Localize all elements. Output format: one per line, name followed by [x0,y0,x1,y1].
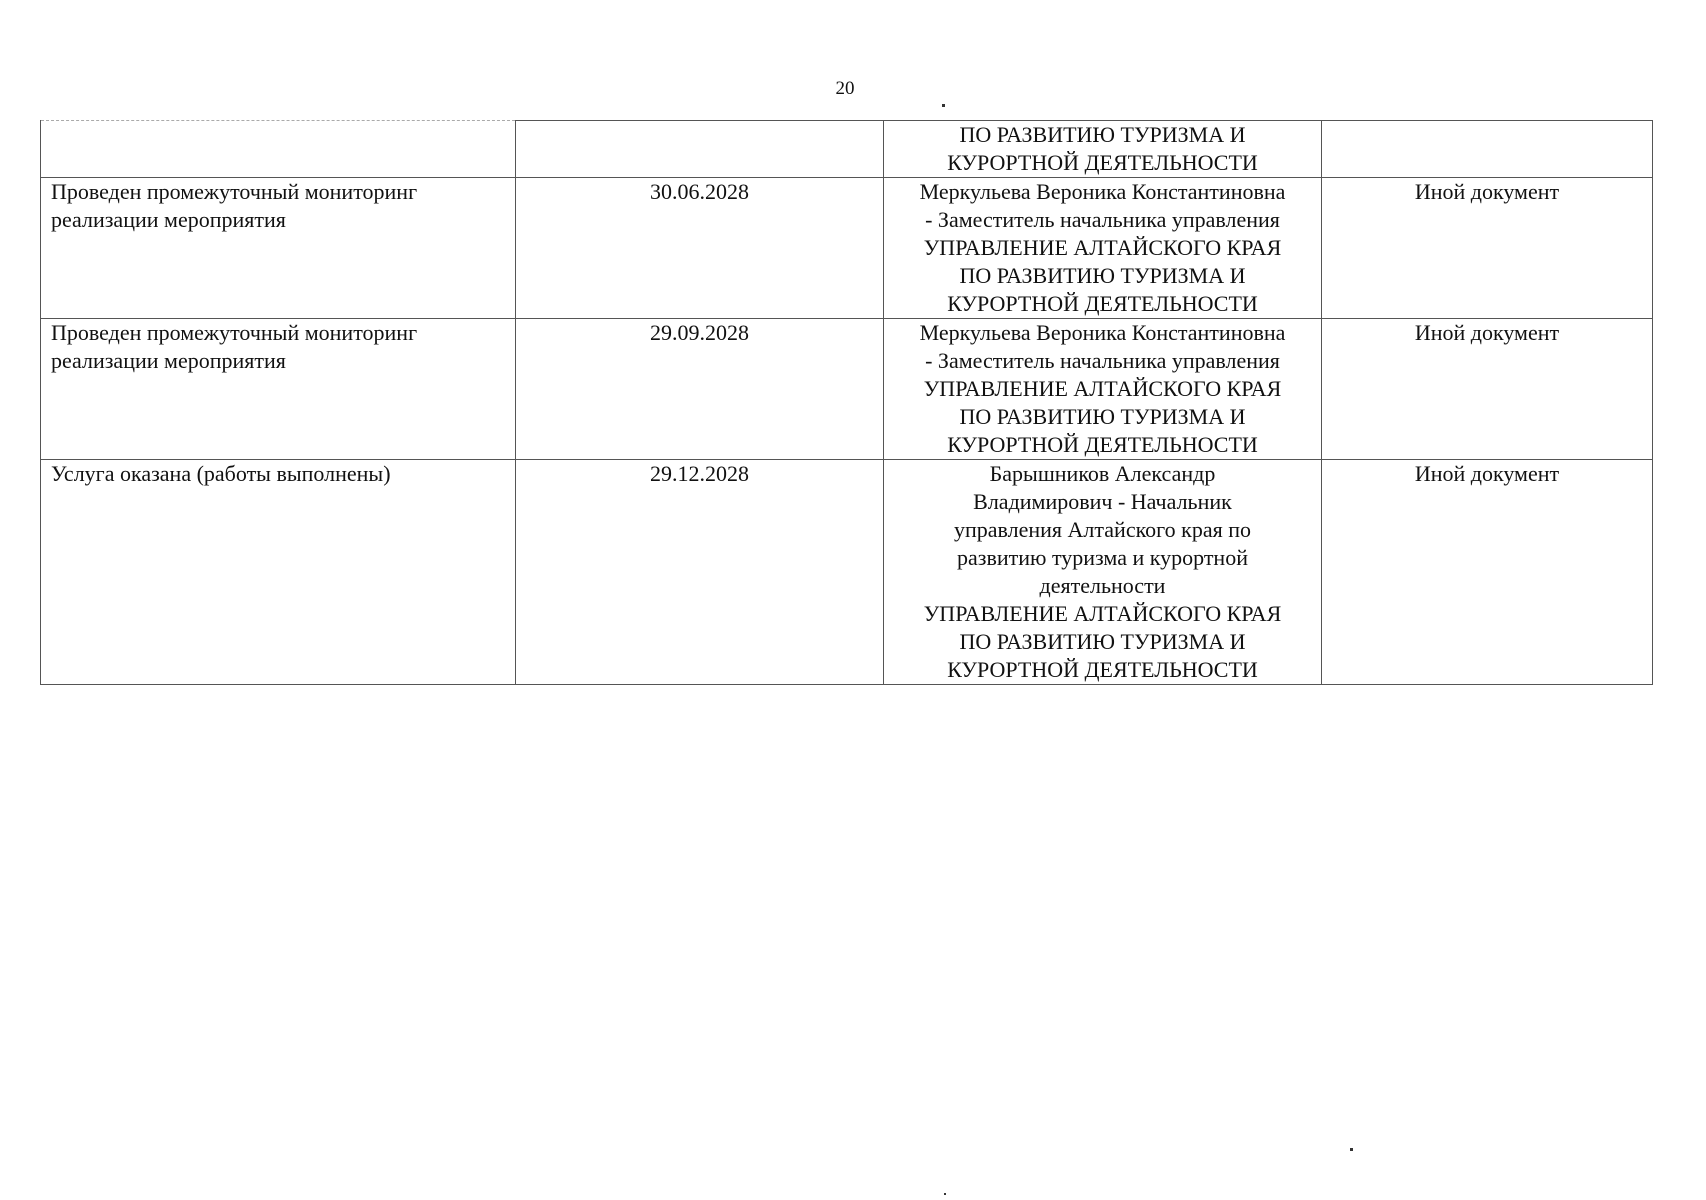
responsible-cell [884,121,1322,178]
responsible-line: Меркульева Вероника Константиновна [919,320,1286,345]
document-cell: Иной документ [1322,460,1653,685]
responsible-cell [884,460,1322,685]
responsible-line: - Заместитель начальника управления [925,207,1280,232]
responsible-line: УПРАВЛЕНИЕ АЛТАЙСКОГО КРАЯ [923,601,1282,626]
responsible-line: ПО РАЗВИТИЮ ТУРИЗМА И [959,263,1246,288]
responsible-line: - Заместитель начальника управления [925,348,1280,373]
responsible-line: УПРАВЛЕНИЕ АЛТАЙСКОГО КРАЯ [923,235,1282,260]
event-cell: Проведен промежуточный мониторинг реализации мероприятия [41,178,516,319]
responsible-line: Барышников Александр [989,461,1216,486]
event-cell [41,121,516,178]
scan-speck [1350,1148,1353,1151]
date-cell: 30.06.2028 [516,178,884,319]
page-number: 20 [835,78,855,99]
control-points-table [40,120,1653,685]
responsible-line: управления Алтайского края по [954,517,1251,542]
responsible-line: КУРОРТНОЙ ДЕЯТЕЛЬНОСТИ [947,291,1258,316]
event-cell: Проведен промежуточный мониторинг реализации мероприятия [41,319,516,460]
responsible-line: УПРАВЛЕНИЕ АЛТАЙСКОГО КРАЯ [923,376,1282,401]
responsible-line: КУРОРТНОЙ ДЕЯТЕЛЬНОСТИ [947,432,1258,457]
table-row [41,319,1653,460]
responsible-line: Владимирович - Начальник [973,489,1232,514]
responsible-line: развитию туризма и курортной [957,545,1248,570]
scan-speck [944,1193,946,1195]
responsible-line: Меркульева Вероника Константиновна [919,179,1286,204]
responsible-line: КУРОРТНОЙ ДЕЯТЕЛЬНОСТИ [947,150,1258,175]
responsible-line: деятельности [1039,573,1166,598]
responsible-line: ПО РАЗВИТИЮ ТУРИЗМА И [959,404,1246,429]
event-cell: Услуга оказана (работы выполнены) [41,460,516,685]
responsible-line: ПО РАЗВИТИЮ ТУРИЗМА И [959,122,1246,147]
responsible-cell [884,319,1322,460]
scan-speck [942,104,945,107]
document-cell: Иной документ [1322,319,1653,460]
table-row [41,178,1653,319]
responsible-line: КУРОРТНОЙ ДЕЯТЕЛЬНОСТИ [947,657,1258,682]
date-cell: 29.12.2028 [516,460,884,685]
table-row [41,460,1653,685]
document-cell: Иной документ [1322,178,1653,319]
document-cell [1322,121,1653,178]
responsible-line: ПО РАЗВИТИЮ ТУРИЗМА И [959,629,1246,654]
table-row-continuation [41,121,1653,178]
date-cell: 29.09.2028 [516,319,884,460]
date-cell [516,121,884,178]
responsible-cell [884,178,1322,319]
